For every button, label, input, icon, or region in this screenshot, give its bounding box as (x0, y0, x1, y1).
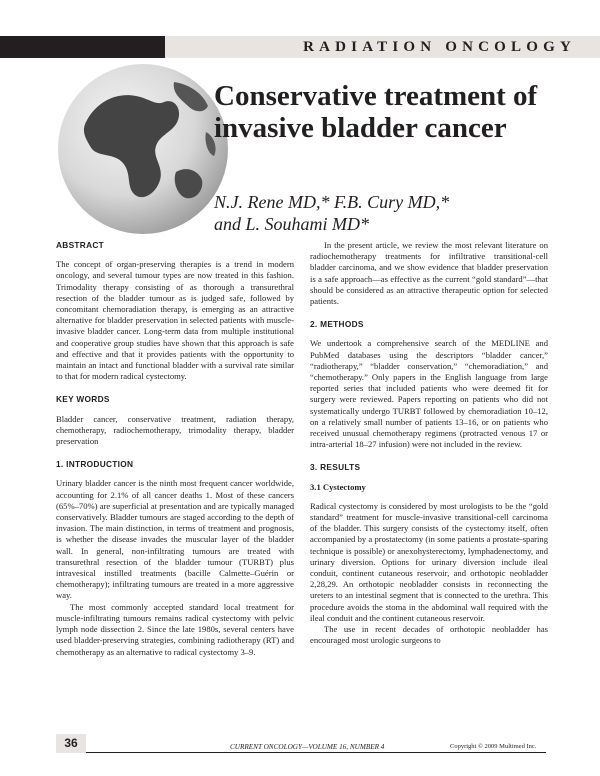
results-heading: 3. RESULTS (310, 462, 361, 473)
abstract-heading: ABSTRACT (56, 240, 105, 250)
methods-text: We undertook a comprehensive search of the MEDLINE and PubMed databases using the descriptors “bladder cancer,” “radiotherapy,” “bladder conservation,” “chemoradiation,” and “chemotherapy.” Only papers in the English language from large reported series that included patients who were deemed fit for surgery were reviewed. Papers reporting on patients who did not systematically undergo TURBT followed by chemoradiation 10–12, on a relatively small number of patients 13–16, or on patients who received unusual chemotherapy regimens (protracted venous 17 or intra-arterial 18–27 infusion) were not included in the review. (310, 338, 548, 450)
keywords-text: Bladder cancer, conservative treatment, radiation therapy, chemotherapy, radiochemotherapy, trimodality therapy, bladder preservation (56, 413, 294, 447)
article-title: Conservative treatment of invasive bladder cancer (214, 80, 538, 144)
authors-line-1: N.J. Rene MD,* F.B. Cury MD,* (214, 192, 450, 212)
right-column (310, 240, 548, 659)
introduction-paragraph-2: The most commonly accepted standard local treatment for muscle-infiltrating tumours remains radical cystectomy with pelvic lymph node dissection 2. Since the late 1980s, several centers have used bladder-preserving strategies, combining radiotherapy (RT) and chemotherapy as an alternative to radical cystectomy 3–9. (56, 601, 294, 657)
copyright-notice: Copyright © 2009 Multimed Inc. (450, 743, 537, 750)
cystectomy-paragraph-2: The use in recent decades of orthotopic neobladder has encouraged most urologic surgeons to (310, 624, 548, 646)
keywords-heading: KEY WORDS (56, 394, 110, 405)
globe-icon (56, 62, 231, 237)
article-authors (214, 191, 574, 235)
cystectomy-subheading: 3.1 Cystectomy (310, 481, 366, 492)
section-label: RADIATION ONCOLOGY (303, 39, 576, 55)
page-number-box (56, 734, 86, 753)
banner-dark-block (0, 36, 165, 58)
left-column (56, 240, 294, 670)
footer-rule (86, 752, 546, 753)
introduction-paragraph-1: Urinary bladder cancer is the ninth most frequent cancer worldwide, accounting for 2.1% of all cancer deaths 1. Most of these cancers (65%–70%) are superficial at presentation and are typically managed conservatively. Bladder tumours are staged according to the depth of invasion. The main distinction, in terms of treatment and prognosis, is whether the disease invades the muscular layer of the bladder wall. In general, non-infiltrating tumours are treated with transurethral resection of the bladder tumour (TURBT) plus intravesical instilled treatments (bacille Calmette–Guérin or chemotherapy); infiltrating tumours are treated in a more aggressive way. (56, 478, 294, 601)
journal-citation: CURRENT ONCOLOGY—VOLUME 16, NUMBER 4 (230, 743, 385, 751)
introduction-heading: 1. INTRODUCTION (56, 459, 134, 470)
abstract-text: The concept of organ-preserving therapies is a trend in modern oncology, and several tumour types are now treated in this fashion. Trimodality therapy consisting of as thorough a transurethral resection of the bladder tumour as is judged safe, followed by concomitant chemoradiation therapy, is emerging as an attractive alternative for bladder preservation in selected patients with muscle-invasive bladder cancer. Long-term data from multiple institutional and cooperative group studies have shown that this approach is safe and effective and that it provides patients with the opportunity to maintain an intact and functional bladder with a survival rate similar to that for modern radical cystectomy. (56, 259, 294, 382)
cystectomy-paragraph-1: Radical cystectomy is considered by most urologists to be the “gold standard” treatment for muscle-invasive transitional-cell carcinoma of the bladder. This surgery consists of the cystectomy itself, often accompanied by a prostatectomy (in some patients a prostate-sparing technique is possible) or anexohysterectomy, lymphadenectomy, and urinary diversion. Options for urinary diversion include ileal conduit, continent cutaneous reservoir, and orthotopic neobladder 2,28,29. An orthotopic neobladder consists in reconnecting the ureters to an intestinal segment that is connected to the urethra. This procedure avoids the stoma in the abdominal wall required with the ileal conduit and the continent cutaneous reservoir. (310, 500, 548, 623)
page-number: 36 (64, 736, 78, 750)
authors-line-2: and L. Souhami MD* (214, 214, 370, 234)
review-intro-paragraph: In the present article, we review the most relevant literature on radiochemotherapy treatments for infiltrative transitional-cell bladder carcinoma, and we show evidence that bladder preservation is a safe approach—as effective as the current “gold standard”—that should be considered as an attractive therapeutic option for selected patients. (310, 240, 548, 307)
section-banner (0, 36, 600, 58)
methods-heading: 2. METHODS (310, 319, 364, 330)
